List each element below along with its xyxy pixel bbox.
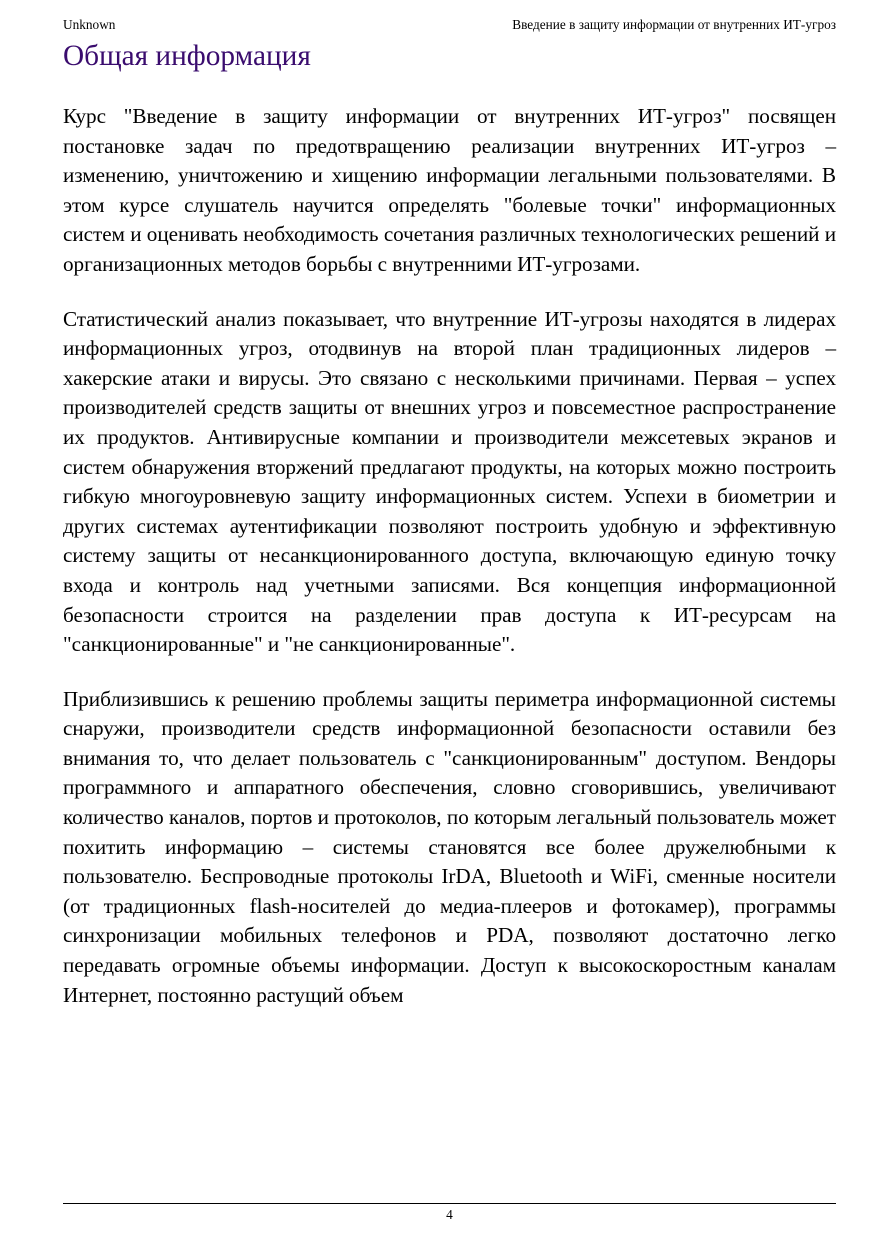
section-title: Общая информация: [63, 40, 311, 72]
page-number: 4: [446, 1207, 453, 1222]
paragraph-3: Приблизившись к решению проблемы защиты периметра информационной системы снаружи, производители средств информационной безопасности оставили без внимания то, что делает пользователь с "санкционированным" доступом. Вендоры программного и аппаратного обеспечения, словно сговорившись, увеличивают количество каналов, портов и протоколов, по которым легальный пользователь может похитить информацию – системы становятся все более дружелюбными к пользователю. Беспроводные протоколы IrDA, Bluetooth и WiFi, сменные носители (от традиционных flash-носителей до медиа-плееров и фотокамер), программы синхронизации мобильных телефонов и PDA, позволяют достаточно легко передавать огромные объемы информации. Доступ к высокоскоростным каналам Интернет, постоянно растущий объем: [63, 686, 836, 1007]
header-author: Unknown: [63, 17, 116, 32]
footer-divider: [63, 1203, 836, 1204]
paragraph-1: Курс "Введение в защиту информации от внутренних ИТ-угроз" посвящен постановке задач по предотвращению реализации внутренних ИТ-угроз – изменению, уничтожению и хищению информации легальными пользователями. В этом курсе слушатель научится определять "болевые точки" информационных систем и оценивать необходимость сочетания различных технологических решений и организационных методов борьбы с внутренними ИТ-угрозами.: [63, 104, 836, 276]
running-header: [63, 17, 836, 33]
body-text: [63, 102, 836, 1010]
header-course-title: Введение в защиту информации от внутренних ИТ-угроз: [512, 17, 836, 32]
paragraph-2: Статистический анализ показывает, что внутренние ИТ-угрозы находятся в лидерах информационных угроз, отодвинув на второй план традиционных лидеров – хакерские атаки и вирусы. Это связано с несколькими причинами. Первая – успех производителей средств защиты от внешних угроз и повсеместное распространение их продуктов. Антивирусные компании и производители межсетевых экранов и систем обнаружения вторжений предлагают продукты, на которых можно построить гибкую многоуровневую защиту информационных систем. Успехи в биометрии и других системах аутентификации позволяют построить удобную и эффективную систему защиты от несанкционированного доступа, включающую единую точку входа и контроль над учетными записями. Вся концепция информационной безопасности строится на разделении прав доступа к ИТ-ресурсам на "санкционированные" и "не санкционированные".: [63, 306, 836, 657]
